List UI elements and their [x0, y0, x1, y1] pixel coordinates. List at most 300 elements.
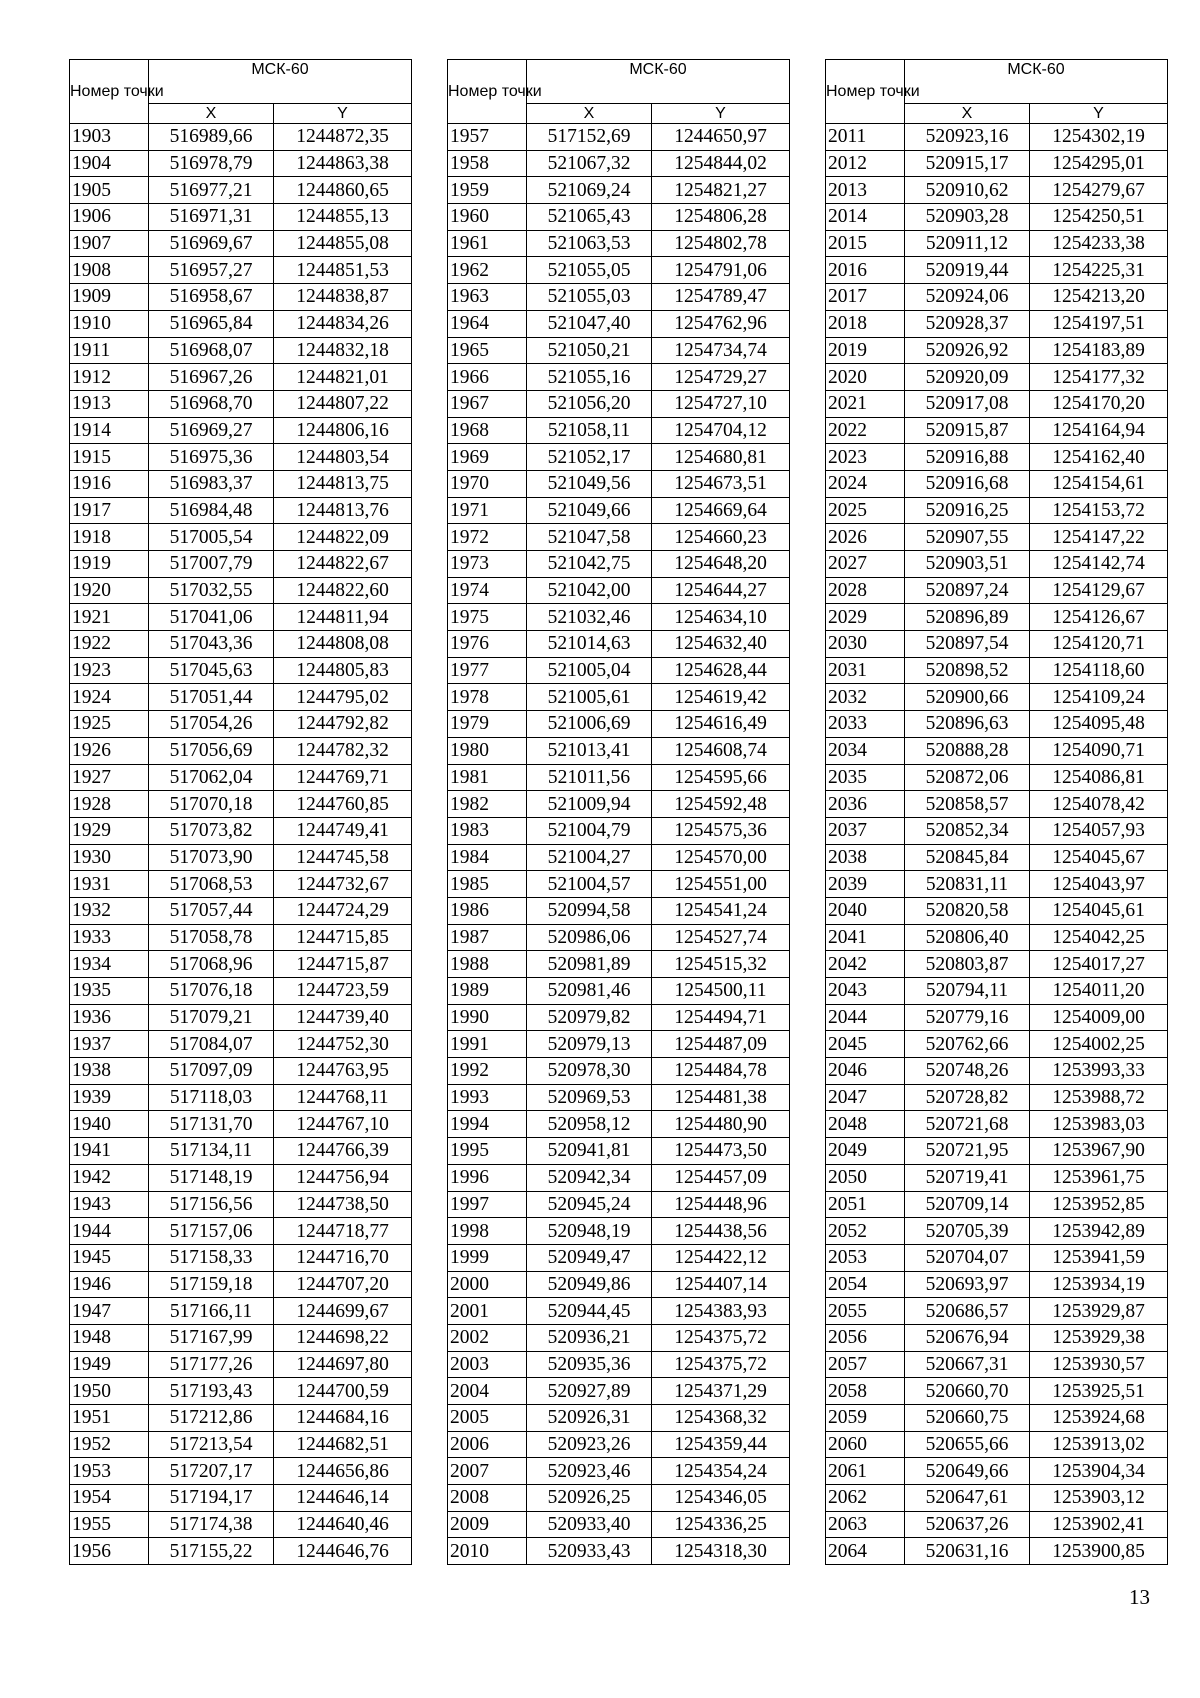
x-coordinate-cell: 517068,96	[149, 951, 274, 978]
point-number-cell: 1990	[448, 1004, 527, 1031]
table-row	[448, 390, 790, 417]
point-number-cell: 2053	[826, 1244, 905, 1271]
point-number-cell: 1916	[70, 470, 149, 497]
coordinates-table-2	[447, 59, 790, 1565]
x-coordinate-cell: 520916,68	[905, 470, 1030, 497]
table-row	[826, 364, 1168, 391]
y-coordinate-cell: 1254789,47	[652, 284, 790, 311]
point-number-cell: 2013	[826, 177, 905, 204]
y-coordinate-cell: 1244807,22	[274, 390, 412, 417]
x-coordinate-cell: 520676,94	[905, 1324, 1030, 1351]
table-row	[826, 337, 1168, 364]
point-number-cell: 1955	[70, 1511, 149, 1538]
y-coordinate-cell: 1254802,78	[652, 230, 790, 257]
table-row	[70, 844, 412, 871]
x-coordinate-cell: 521006,69	[527, 711, 652, 738]
y-coordinate-cell: 1244792,82	[274, 711, 412, 738]
table-row	[70, 417, 412, 444]
point-number-cell: 2010	[448, 1538, 527, 1565]
x-coordinate-cell: 517079,21	[149, 1004, 274, 1031]
y-coordinate-cell: 1254153,72	[1030, 497, 1168, 524]
point-number-cell: 2044	[826, 1004, 905, 1031]
y-coordinate-cell: 1254120,71	[1030, 631, 1168, 658]
x-coordinate-cell: 520831,11	[905, 871, 1030, 898]
table-row	[70, 150, 412, 177]
table-row	[448, 364, 790, 391]
point-number-cell: 1975	[448, 604, 527, 631]
table-row	[70, 737, 412, 764]
table-row	[70, 1111, 412, 1138]
x-coordinate-cell: 521063,53	[527, 230, 652, 257]
y-coordinate-cell: 1244716,70	[274, 1244, 412, 1271]
table-row	[448, 230, 790, 257]
point-number-cell: 1918	[70, 524, 149, 551]
y-coordinate-cell: 1254575,36	[652, 817, 790, 844]
x-coordinate-cell: 520933,43	[527, 1538, 652, 1565]
y-coordinate-cell: 1244760,85	[274, 791, 412, 818]
y-coordinate-cell: 1244756,94	[274, 1164, 412, 1191]
table-row	[826, 310, 1168, 337]
table-row	[826, 1244, 1168, 1271]
table-row	[448, 844, 790, 871]
point-number-cell: 1946	[70, 1271, 149, 1298]
point-number-cell: 1920	[70, 577, 149, 604]
x-coordinate-cell: 520986,06	[527, 924, 652, 951]
x-coordinate-cell: 520900,66	[905, 684, 1030, 711]
point-number-cell: 1998	[448, 1218, 527, 1245]
x-coordinate-cell: 520693,97	[905, 1271, 1030, 1298]
point-number-cell: 2062	[826, 1485, 905, 1512]
y-coordinate-cell: 1254494,71	[652, 1004, 790, 1031]
x-coordinate-cell: 520896,63	[905, 711, 1030, 738]
point-number-cell: 1925	[70, 711, 149, 738]
table-row	[448, 1191, 790, 1218]
x-coordinate-cell: 516967,26	[149, 364, 274, 391]
point-number-cell: 1927	[70, 764, 149, 791]
point-number-cell: 2045	[826, 1031, 905, 1058]
x-coordinate-cell: 517005,54	[149, 524, 274, 551]
table-row	[70, 1164, 412, 1191]
y-coordinate-cell: 1254170,20	[1030, 390, 1168, 417]
point-number-cell: 1957	[448, 124, 527, 151]
x-coordinate-cell: 517158,33	[149, 1244, 274, 1271]
point-number-cell: 1971	[448, 497, 527, 524]
y-coordinate-cell: 1254660,23	[652, 524, 790, 551]
y-coordinate-cell: 1253952,85	[1030, 1191, 1168, 1218]
y-coordinate-cell: 1244682,51	[274, 1431, 412, 1458]
y-coordinate-cell: 1244745,58	[274, 844, 412, 871]
y-coordinate-cell: 1244650,97	[652, 124, 790, 151]
point-number-cell: 1966	[448, 364, 527, 391]
y-coordinate-cell: 1244724,29	[274, 897, 412, 924]
point-number-cell: 1907	[70, 230, 149, 257]
y-coordinate-cell: 1253929,38	[1030, 1324, 1168, 1351]
x-coordinate-cell: 521055,05	[527, 257, 652, 284]
y-coordinate-cell: 1254213,20	[1030, 284, 1168, 311]
table-row	[448, 1511, 790, 1538]
x-coordinate-cell: 517043,36	[149, 631, 274, 658]
table-row	[70, 951, 412, 978]
table-row	[448, 1004, 790, 1031]
point-number-cell: 1911	[70, 337, 149, 364]
x-coordinate-cell: 520923,16	[905, 124, 1030, 151]
y-coordinate-cell: 1254302,19	[1030, 124, 1168, 151]
y-coordinate-cell: 1254359,44	[652, 1431, 790, 1458]
x-coordinate-cell: 517134,11	[149, 1138, 274, 1165]
table-row	[70, 1084, 412, 1111]
point-number-cell: 1948	[70, 1324, 149, 1351]
table-row	[448, 1351, 790, 1378]
table-row	[448, 1031, 790, 1058]
point-number-cell: 2039	[826, 871, 905, 898]
table-row	[826, 1164, 1168, 1191]
table-row	[448, 924, 790, 951]
point-number-cell: 2030	[826, 631, 905, 658]
point-number-cell: 1958	[448, 150, 527, 177]
table-row	[70, 684, 412, 711]
x-coordinate-cell: 520916,25	[905, 497, 1030, 524]
x-coordinate-cell: 517032,55	[149, 577, 274, 604]
y-coordinate-cell: 1254336,25	[652, 1511, 790, 1538]
x-coordinate-cell: 516968,07	[149, 337, 274, 364]
y-coordinate-cell: 1254619,42	[652, 684, 790, 711]
y-coordinate-cell: 1253983,03	[1030, 1111, 1168, 1138]
point-number-cell: 1941	[70, 1138, 149, 1165]
y-coordinate-cell: 1244656,86	[274, 1458, 412, 1485]
x-coordinate-cell: 520888,28	[905, 737, 1030, 764]
y-coordinate-cell: 1244739,40	[274, 1004, 412, 1031]
table-row	[448, 177, 790, 204]
x-coordinate-cell: 520748,26	[905, 1058, 1030, 1085]
point-number-cell: 2036	[826, 791, 905, 818]
point-number-cell: 1912	[70, 364, 149, 391]
y-coordinate-cell: 1254673,51	[652, 470, 790, 497]
y-coordinate-cell: 1254551,00	[652, 871, 790, 898]
x-coordinate-cell: 516989,66	[149, 124, 274, 151]
x-coordinate-cell: 520896,89	[905, 604, 1030, 631]
point-number-cell: 2007	[448, 1458, 527, 1485]
y-coordinate-cell: 1254164,94	[1030, 417, 1168, 444]
table-row	[826, 1058, 1168, 1085]
y-coordinate-cell: 1254129,67	[1030, 577, 1168, 604]
y-coordinate-cell: 1244822,60	[274, 577, 412, 604]
point-number-cell: 1969	[448, 444, 527, 471]
y-coordinate-cell: 1254821,27	[652, 177, 790, 204]
table-row	[826, 1218, 1168, 1245]
y-coordinate-cell: 1253930,57	[1030, 1351, 1168, 1378]
y-coordinate-cell: 1253900,85	[1030, 1538, 1168, 1565]
point-number-cell: 2009	[448, 1511, 527, 1538]
y-coordinate-cell: 1244700,59	[274, 1378, 412, 1405]
table-row	[70, 924, 412, 951]
x-coordinate-cell: 520944,45	[527, 1298, 652, 1325]
x-coordinate-cell: 521055,03	[527, 284, 652, 311]
y-coordinate-cell: 1244860,65	[274, 177, 412, 204]
point-number-cell: 1970	[448, 470, 527, 497]
x-header: X	[527, 104, 652, 124]
point-number-cell: 1913	[70, 390, 149, 417]
x-coordinate-cell: 517058,78	[149, 924, 274, 951]
table-row	[70, 1271, 412, 1298]
point-number-cell: 2003	[448, 1351, 527, 1378]
table-row	[70, 524, 412, 551]
point-number-cell: 1929	[70, 817, 149, 844]
point-number-cell: 1985	[448, 871, 527, 898]
x-coordinate-cell: 521004,27	[527, 844, 652, 871]
x-coordinate-cell: 521055,16	[527, 364, 652, 391]
table-row	[448, 791, 790, 818]
y-coordinate-cell: 1244803,54	[274, 444, 412, 471]
point-number-cell: 1986	[448, 897, 527, 924]
y-coordinate-cell: 1254473,50	[652, 1138, 790, 1165]
point-number-cell: 1928	[70, 791, 149, 818]
table-row	[448, 711, 790, 738]
point-number-cell: 2037	[826, 817, 905, 844]
y-coordinate-cell: 1253904,34	[1030, 1458, 1168, 1485]
x-coordinate-cell: 520923,46	[527, 1458, 652, 1485]
table-row	[826, 1298, 1168, 1325]
table-row	[826, 1138, 1168, 1165]
point-number-cell: 1956	[70, 1538, 149, 1565]
y-coordinate-cell: 1244715,87	[274, 951, 412, 978]
table-row	[448, 1244, 790, 1271]
point-number-cell: 1919	[70, 551, 149, 578]
table-row	[70, 1431, 412, 1458]
point-number-cell: 2049	[826, 1138, 905, 1165]
x-coordinate-cell: 517051,44	[149, 684, 274, 711]
x-coordinate-cell: 517097,09	[149, 1058, 274, 1085]
x-coordinate-cell: 521042,75	[527, 551, 652, 578]
y-coordinate-cell: 1253903,12	[1030, 1485, 1168, 1512]
x-coordinate-cell: 520945,24	[527, 1191, 652, 1218]
point-number-cell: 1954	[70, 1485, 149, 1512]
y-coordinate-cell: 1254375,72	[652, 1324, 790, 1351]
table-row	[70, 310, 412, 337]
point-number-cell: 1982	[448, 791, 527, 818]
x-coordinate-cell: 520897,54	[905, 631, 1030, 658]
y-coordinate-cell: 1244805,83	[274, 657, 412, 684]
point-number-cell: 2006	[448, 1431, 527, 1458]
x-coordinate-cell: 517194,17	[149, 1485, 274, 1512]
table-row	[826, 1458, 1168, 1485]
y-coordinate-cell: 1254017,27	[1030, 951, 1168, 978]
y-coordinate-cell: 1244698,22	[274, 1324, 412, 1351]
x-coordinate-cell: 517007,79	[149, 551, 274, 578]
table-row	[70, 177, 412, 204]
point-number-cell: 1953	[70, 1458, 149, 1485]
table-row	[826, 657, 1168, 684]
y-coordinate-cell: 1253988,72	[1030, 1084, 1168, 1111]
table-row	[448, 150, 790, 177]
table-row	[826, 604, 1168, 631]
point-number-cell: 1973	[448, 551, 527, 578]
point-number-cell: 2046	[826, 1058, 905, 1085]
y-coordinate-cell: 1244813,75	[274, 470, 412, 497]
point-number-cell: 2018	[826, 310, 905, 337]
y-coordinate-cell: 1244646,76	[274, 1538, 412, 1565]
point-number-cell: 1935	[70, 978, 149, 1005]
point-number-cell: 1995	[448, 1138, 527, 1165]
y-coordinate-cell: 1244749,41	[274, 817, 412, 844]
y-coordinate-cell: 1244795,02	[274, 684, 412, 711]
y-coordinate-cell: 1254762,96	[652, 310, 790, 337]
x-coordinate-cell: 521069,24	[527, 177, 652, 204]
point-number-cell: 1967	[448, 390, 527, 417]
table-row	[448, 1138, 790, 1165]
point-number-cell: 2014	[826, 204, 905, 231]
x-coordinate-cell: 517041,06	[149, 604, 274, 631]
x-coordinate-cell: 520704,07	[905, 1244, 1030, 1271]
y-coordinate-cell: 1254484,78	[652, 1058, 790, 1085]
point-number-cell: 2000	[448, 1271, 527, 1298]
y-coordinate-cell: 1254680,81	[652, 444, 790, 471]
y-coordinate-cell: 1254527,74	[652, 924, 790, 951]
point-number-header: Номер точки	[826, 60, 905, 124]
point-number-cell: 1972	[448, 524, 527, 551]
x-coordinate-cell: 520979,13	[527, 1031, 652, 1058]
table-row	[448, 470, 790, 497]
y-coordinate-cell: 1254438,56	[652, 1218, 790, 1245]
x-coordinate-cell: 520915,17	[905, 150, 1030, 177]
table-row	[448, 337, 790, 364]
point-number-cell: 2027	[826, 551, 905, 578]
table-row	[826, 204, 1168, 231]
y-coordinate-cell: 1254154,61	[1030, 470, 1168, 497]
point-number-cell: 2011	[826, 124, 905, 151]
x-coordinate-cell: 516977,21	[149, 177, 274, 204]
x-coordinate-cell: 521065,43	[527, 204, 652, 231]
table-row	[826, 871, 1168, 898]
x-coordinate-cell: 520911,12	[905, 230, 1030, 257]
y-coordinate-cell: 1254042,25	[1030, 924, 1168, 951]
table-row	[826, 497, 1168, 524]
table-row	[70, 1458, 412, 1485]
point-number-cell: 1963	[448, 284, 527, 311]
page-number: 13	[1129, 1585, 1150, 1609]
table-row	[448, 1405, 790, 1432]
point-number-cell: 2035	[826, 764, 905, 791]
y-coordinate-cell: 1244838,87	[274, 284, 412, 311]
table-row	[448, 577, 790, 604]
table-row	[70, 1031, 412, 1058]
point-number-cell: 1910	[70, 310, 149, 337]
table-row	[448, 817, 790, 844]
point-number-cell: 1924	[70, 684, 149, 711]
x-coordinate-cell: 520949,86	[527, 1271, 652, 1298]
point-number-cell: 1921	[70, 604, 149, 631]
point-number-cell: 1936	[70, 1004, 149, 1031]
point-number-header: Номер точки	[448, 60, 527, 124]
y-coordinate-cell: 1244684,16	[274, 1405, 412, 1432]
y-coordinate-cell: 1253929,87	[1030, 1298, 1168, 1325]
y-coordinate-cell: 1254844,02	[652, 150, 790, 177]
point-number-cell: 1996	[448, 1164, 527, 1191]
point-number-cell: 1933	[70, 924, 149, 951]
y-coordinate-cell: 1254634,10	[652, 604, 790, 631]
x-coordinate-cell: 520994,58	[527, 897, 652, 924]
point-number-cell: 1984	[448, 844, 527, 871]
point-number-cell: 2063	[826, 1511, 905, 1538]
point-number-cell: 2020	[826, 364, 905, 391]
point-number-cell: 2012	[826, 150, 905, 177]
y-coordinate-cell: 1254592,48	[652, 791, 790, 818]
y-coordinate-cell: 1254197,51	[1030, 310, 1168, 337]
y-coordinate-cell: 1253913,02	[1030, 1431, 1168, 1458]
point-number-cell: 2008	[448, 1485, 527, 1512]
y-coordinate-cell: 1254632,40	[652, 631, 790, 658]
point-number-cell: 2028	[826, 577, 905, 604]
y-coordinate-cell: 1254448,96	[652, 1191, 790, 1218]
x-coordinate-cell: 521013,41	[527, 737, 652, 764]
point-number-cell: 2005	[448, 1405, 527, 1432]
x-coordinate-cell: 517152,69	[527, 124, 652, 151]
y-coordinate-cell: 1254791,06	[652, 257, 790, 284]
x-coordinate-cell: 520907,55	[905, 524, 1030, 551]
y-coordinate-cell: 1244822,09	[274, 524, 412, 551]
table-row	[70, 1218, 412, 1245]
table-row	[448, 124, 790, 151]
table-row	[826, 150, 1168, 177]
y-coordinate-cell: 1244723,59	[274, 978, 412, 1005]
x-coordinate-cell: 516958,67	[149, 284, 274, 311]
x-coordinate-cell: 520981,89	[527, 951, 652, 978]
point-number-cell: 2029	[826, 604, 905, 631]
y-coordinate-cell: 1254407,14	[652, 1271, 790, 1298]
table-row	[826, 257, 1168, 284]
point-number-cell: 2040	[826, 897, 905, 924]
table-row	[70, 124, 412, 151]
point-number-cell: 1989	[448, 978, 527, 1005]
y-coordinate-cell: 1254118,60	[1030, 657, 1168, 684]
x-coordinate-cell: 520845,84	[905, 844, 1030, 871]
table-row	[70, 577, 412, 604]
point-number-cell: 1915	[70, 444, 149, 471]
point-number-cell: 1904	[70, 150, 149, 177]
point-number-cell: 1932	[70, 897, 149, 924]
x-coordinate-cell: 517207,17	[149, 1458, 274, 1485]
point-number-cell: 2050	[826, 1164, 905, 1191]
table-row	[448, 1485, 790, 1512]
y-coordinate-cell: 1253941,59	[1030, 1244, 1168, 1271]
point-number-cell: 1940	[70, 1111, 149, 1138]
table-row	[70, 1538, 412, 1565]
table-row	[826, 284, 1168, 311]
y-coordinate-cell: 1244640,46	[274, 1511, 412, 1538]
y-header: Y	[652, 104, 790, 124]
point-number-cell: 1934	[70, 951, 149, 978]
table-row	[70, 364, 412, 391]
x-coordinate-cell: 521047,58	[527, 524, 652, 551]
y-coordinate-cell: 1244715,85	[274, 924, 412, 951]
x-coordinate-cell: 521004,57	[527, 871, 652, 898]
table-row	[826, 417, 1168, 444]
point-number-cell: 2047	[826, 1084, 905, 1111]
point-number-cell: 2026	[826, 524, 905, 551]
x-coordinate-cell: 516969,27	[149, 417, 274, 444]
point-number-cell: 2052	[826, 1218, 905, 1245]
x-coordinate-cell: 516978,79	[149, 150, 274, 177]
table-row	[70, 1138, 412, 1165]
y-coordinate-cell: 1254515,32	[652, 951, 790, 978]
y-coordinate-cell: 1254422,12	[652, 1244, 790, 1271]
x-coordinate-cell: 520898,52	[905, 657, 1030, 684]
table-row	[70, 791, 412, 818]
x-coordinate-cell: 517166,11	[149, 1298, 274, 1325]
point-number-cell: 2024	[826, 470, 905, 497]
point-number-cell: 1991	[448, 1031, 527, 1058]
y-coordinate-cell: 1254616,49	[652, 711, 790, 738]
table-row	[826, 1538, 1168, 1565]
